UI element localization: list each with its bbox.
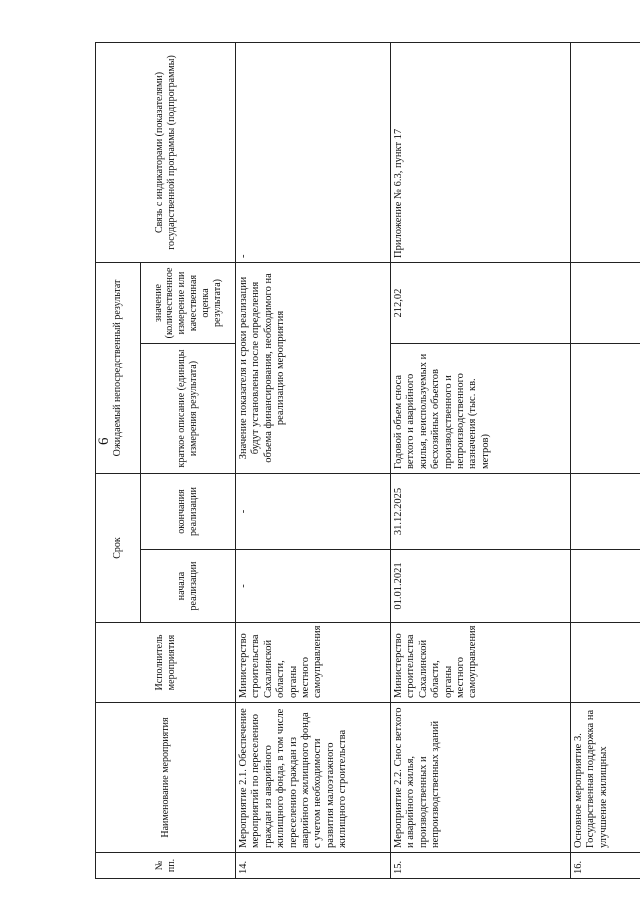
- table-row: [571, 42, 640, 878]
- result-description: Годовой объем сноса ветхого и аварийного жилья, неиспользуемых и бесхозяйных объектов производственного и непроизводственного назначения (тыс. кв. метров): [391, 344, 571, 474]
- indicator-link: [571, 42, 640, 262]
- header-term-start: начала реализации: [141, 550, 236, 623]
- executor: Министерство строительства Сахалинской области, органы местного самоуправления: [236, 623, 391, 703]
- indicator-link: -: [236, 42, 391, 262]
- end-date: [571, 474, 640, 550]
- header-term-end: окончания реализации: [141, 474, 236, 550]
- merged-result: Значение показателя и сроки реализации будут установлены после определения объема финансирования, необходимого на реализацию мероприятия: [236, 262, 391, 473]
- table-row: [236, 42, 391, 878]
- result-value: [571, 262, 640, 343]
- indicator-link: Приложение № 6.3, пункт 17: [391, 42, 571, 262]
- row-number: 15.: [391, 853, 571, 879]
- header-term: Срок: [96, 474, 141, 623]
- page-number: 6: [96, 437, 112, 445]
- executor: Министерство строительства Сахалинской области, органы местного самоуправления: [391, 623, 571, 703]
- header-result-value: значение (количественное измерение или качественная оценка результата): [141, 262, 236, 343]
- start-date: [571, 550, 640, 623]
- measure-name: Мероприятие 2.1. Обеспечение мероприятий по переселению граждан из аварийного жилищного фонда, в том числе переселению граждан из аварийного жилищного фонда с учетом необходимости развития малоэтажного жилищного строительства: [236, 703, 391, 853]
- start-date: 01.01.2021: [391, 550, 571, 623]
- measures-table: [95, 42, 640, 879]
- end-date: 31.12.2025: [391, 474, 571, 550]
- header-link: Связь с индикаторами (показателями) государственной программы (подпрограммы): [96, 42, 236, 262]
- table-row: [391, 42, 571, 878]
- executor: [571, 623, 640, 703]
- header-name: Наименование мероприятия: [96, 703, 236, 853]
- header-result-desc: краткое описание (единицы измерения результата): [141, 344, 236, 474]
- row-number: 16.: [571, 853, 640, 879]
- header-row: [96, 42, 141, 878]
- header-result: Ожидаемый непосредственный результат: [96, 262, 141, 473]
- measure-name: Мероприятие 2.2. Снос ветхого и аварийного жилья, производственных и непроизводственных зданий: [391, 703, 571, 853]
- start-date: -: [236, 550, 391, 623]
- end-date: -: [236, 474, 391, 550]
- row-number: 14.: [236, 853, 391, 879]
- header-no: № пп.: [96, 853, 236, 879]
- result-value: 212,02: [391, 262, 571, 343]
- header-executor: Исполнитель мероприятия: [96, 623, 236, 703]
- measure-name: Основное мероприятие 3. Государственная поддержка на улучшение жилищных: [571, 703, 640, 853]
- result-description: [571, 344, 640, 474]
